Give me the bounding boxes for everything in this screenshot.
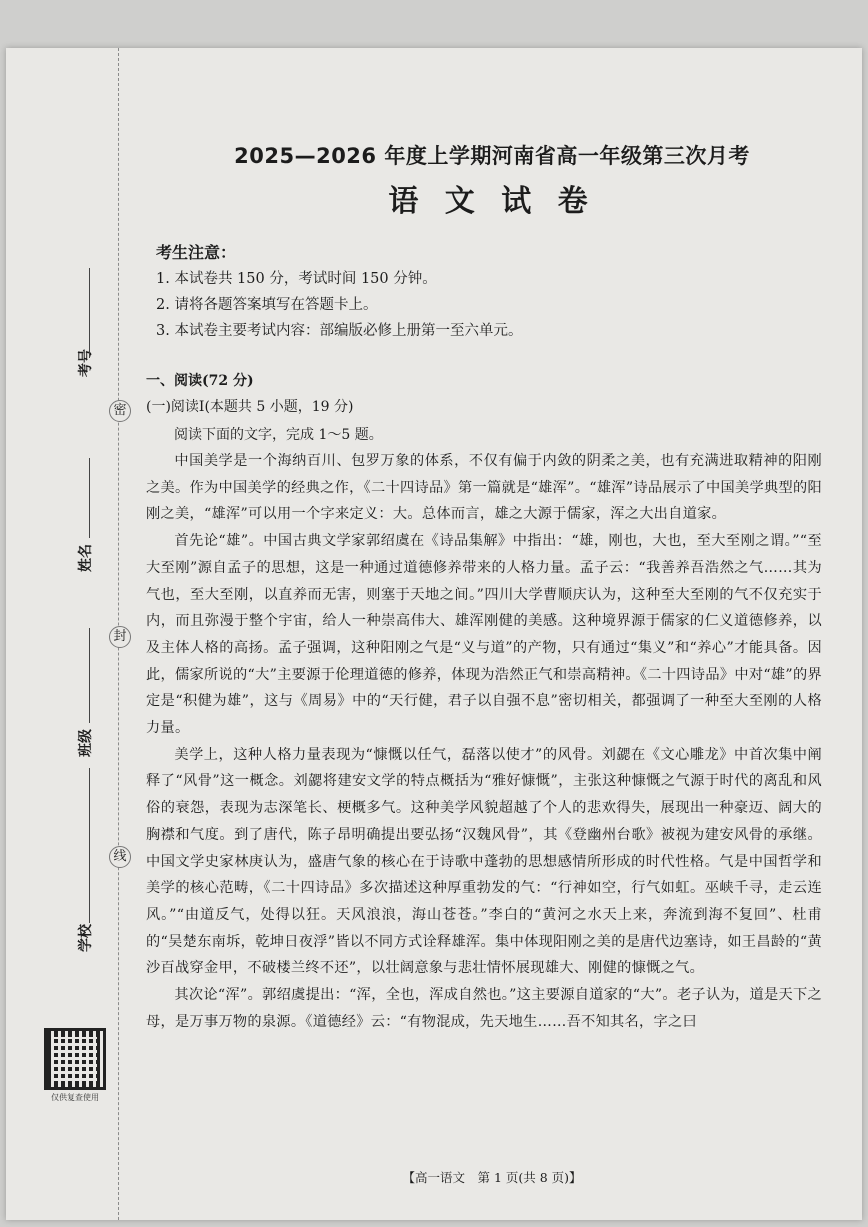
field-class-line — [89, 628, 90, 723]
field-school-label: 学校 — [78, 924, 94, 952]
passage-paragraph: 其次论“浑”。郭绍虞提出：“浑，全也，浑成自然也。”这主要源自道家的“大”。老子认为，道是天下之母，是万事万物的泉源。《道德经》云：“有物混成，先天地生……吾不知其名，字之曰 — [146, 987, 822, 1030]
exam-subtitle: 语 文 试 卷 — [388, 184, 596, 219]
passage-paragraph: 美学上，这种人格力量表现为“慷慨以任气，磊落以使才”的风骨。刘勰在《文心雕龙》中首次集中阐释了“风骨”这一概念。刘勰将建安文学的特点概括为“雅好慷慨”，主张这种慷慨之气源于时代的离乱和风俗的衰怨，表现为志深笔长、梗概多气。这种美学风貌超越了个人的悲欢得失，展现出一种豪迈、阔大的胸襟和气度。到了唐代，陈子昂明确提出要弘扬“汉魏风骨”，其《登幽州台歌》被视为建安风骨的承继。中国文学史家林庚认为，盛唐气象的核心在于诗歌中蓬勃的思想感情所形成的时代性格。气是中国哲学和美学的核心范畴，《二十四诗品》多次描述这种厚重勃发的气：“行神如空，行气如虹。巫峡千寻，走云连风。”“由道反气，处得以狂。天风浪浪，海山苍苍。”李白的“黄河之水天上来，奔流到海不复回”、杜甫的“吴楚东南坼，乾坤日夜浮”皆以不同方式诠释雄浑。集中体现阳刚之美的是唐代边塞诗，如王昌龄的“黄沙百战穿金甲，不破楼兰终不还”，以壮阔意象与悲壮情怀展现雄大、刚健的慷慨之气。 — [146, 746, 822, 977]
field-name-label: 姓名 — [78, 544, 94, 572]
section-title: 一、阅读(72 分) — [146, 373, 254, 389]
notice-item: 2. 请将各题答案填写在答题卡上。 — [156, 297, 378, 313]
field-exam-number — [66, 298, 96, 458]
notice-item: 3. 本试卷主要考试内容：部编版必修上册第一至六单元。 — [156, 323, 523, 339]
binding-margin — [6, 48, 136, 1220]
passage-paragraph: 首先论“雄”。中国古典文学家郭绍虞在《诗品集解》中指出：“雄，刚也，大也，至大至刚之谓。”“至大至刚”源自孟子的思想，这是一种通过道德修养带来的人格力量。孟子云：“我善养吾浩然之气……其为气也，至大至刚，以直养而无害，则塞于天地之间。”四川大学曹顺庆认为，这种至大至刚的气不仅充实于内，而且弥漫于整个宇宙，给人一种崇高伟大、雄浑刚健的美感。这种境界源于儒家的仁义道德修养，以及主体人格的高扬。孟子强调，这种阳刚之气是“义与道”的产物，只有通过“集义”和“养心”才能具备。因此，儒家所说的“大”主要源于伦理道德的修养，体现为浩然正气和崇高精神。《二十四诗品》中对“雄”的界定是“积健为雄”，这与《周易》中的“天行健，君子以自强不息”密切相关，都强调了一种至大至刚的人格力量。 — [146, 533, 822, 737]
section-instruction: 阅读下面的文字，完成 1～5 题。 — [174, 427, 383, 443]
exam-page — [6, 48, 862, 1220]
qr-caption: 仅供复查使用 — [51, 1093, 99, 1102]
notice-title: 考生注意： — [156, 243, 237, 262]
field-school-line — [89, 768, 90, 923]
passage-paragraph: 中国美学是一个海纳百川、包罗万象的体系，不仅有偏于内敛的阴柔之美，也有充满进取精神的阳刚之美。作为中国美学的经典之作，《二十四诗品》第一篇就是“雄浑”。“雄浑”诗品展示了中国美学典型的阳刚之美，“雄浑”可以用一个字来定义：大。总体而言，雄之大源于儒家，浑之大出自道家。 — [146, 453, 822, 523]
field-exam-number-label: 考号 — [78, 349, 94, 377]
seal-mi: 密 — [109, 400, 131, 422]
reading-passage — [146, 448, 822, 1035]
field-name — [66, 498, 96, 658]
field-school — [66, 868, 96, 1028]
exam-title: 2025—2026 年度上学期河南省高一年级第三次月考 — [234, 144, 750, 168]
qr-code-icon — [44, 1028, 106, 1090]
notice-item: 1. 本试卷共 150 分，考试时间 150 分钟。 — [156, 271, 437, 287]
field-class — [66, 678, 96, 838]
field-exam-number-line — [89, 268, 90, 358]
section-subtitle: (一)阅读Ⅰ(本题共 5 小题，19 分) — [146, 399, 354, 415]
seal-feng: 封 — [109, 626, 131, 648]
page-footer: 【高一语文 第 1 页(共 8 页)】 — [402, 1170, 582, 1185]
field-class-label: 班级 — [78, 729, 94, 757]
seal-xian: 线 — [109, 846, 131, 868]
notice-list — [156, 266, 522, 344]
field-name-line — [89, 458, 90, 538]
